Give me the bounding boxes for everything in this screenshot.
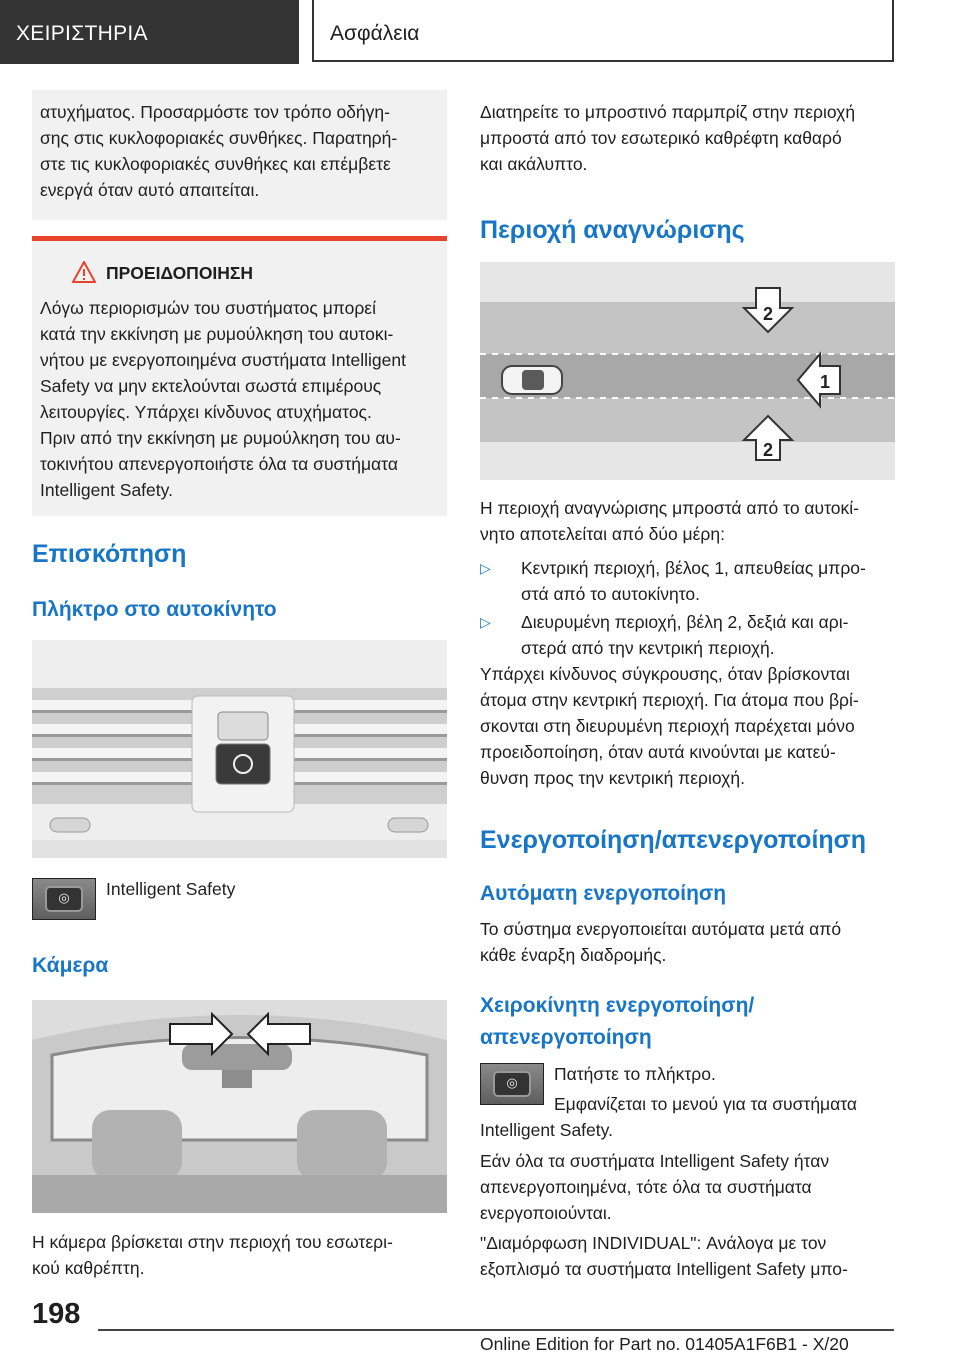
text-line: άτομα στην κεντρική περιοχή. Για άτομα που βρί‐ xyxy=(480,690,859,710)
list-item xyxy=(480,609,895,665)
footer-divider xyxy=(98,1329,894,1331)
camera-heading: Κάμερα xyxy=(32,954,109,977)
text-line: θυνση προς την κεντρική περιοχή. xyxy=(480,768,745,788)
text-line: νητο αποτελείται από δύο μέρη: xyxy=(480,524,725,544)
text-line: σης στις κυκλοφοριακές συνθήκες. Παρατηρή‐ xyxy=(40,128,398,148)
text-line: Υπάρχει κίνδυνος σύγκρουσης, όταν βρίσκονται xyxy=(480,664,850,684)
right-intro-text xyxy=(480,99,895,177)
auto-text xyxy=(480,916,895,968)
text-line: λειτουργίες. Υπάρχει κίνδυνος ατυχήματος. xyxy=(40,402,372,422)
section-title: Ασφάλεια xyxy=(330,22,420,45)
onoff-heading: Ενεργοποίηση/απενεργοποίηση xyxy=(480,826,867,854)
text-line: Η περιοχή αναγνώρισης μπροστά από το αυτοκί‐ xyxy=(480,498,859,518)
camera-location-photo xyxy=(32,1000,447,1213)
text-line: ενεργοποιούνται. xyxy=(480,1203,612,1223)
auto-heading: Αυτόματη ενεργοποίηση xyxy=(480,882,727,905)
text-line: στε τις κυκλοφοριακές συνθήκες και επέμβετε xyxy=(40,154,391,174)
warning-text xyxy=(40,295,445,503)
text-line: ατυχήματος. Προσαρμόστε τον τρόπο οδήγη‐ xyxy=(40,102,390,122)
individual-text xyxy=(480,1230,895,1282)
risk-text xyxy=(480,661,895,791)
text-line: Η κάμερα βρίσκεται στην περιοχή του εσωτερι‐ xyxy=(32,1232,393,1252)
section-tab xyxy=(312,0,894,62)
edition-note: Online Edition for Part no. 01405A1F6B1 - X/20 xyxy=(480,1334,849,1354)
page-number: 198 xyxy=(32,1298,81,1330)
text-line: Κεντρική περιοχή, βέλος 1, απευθείας μπρο‐ xyxy=(521,558,866,578)
text-line: εξοπλισμό τα συστήματα Intelligent Safety μπο‐ xyxy=(480,1259,848,1279)
menu-text-cont: Intelligent Safety. xyxy=(480,1120,613,1140)
button-location-photo xyxy=(32,640,447,858)
warning-triangle-icon xyxy=(72,261,96,285)
text-line: προειδοποίηση, όταν αυτά κινούνται με κατεύ‐ xyxy=(480,742,836,762)
text-line: ενεργά όταν αυτό απαιτείται. xyxy=(40,180,260,200)
bullet-triangle-icon: ▷ xyxy=(480,560,491,576)
text-line: Safety να μην εκτελούνται σωστά επιμέρους xyxy=(40,376,382,396)
text-line: και ακάλυπτο. xyxy=(480,154,588,174)
text-line: σκονται στη διευρυμένη περιοχή παρέχεται μόνο xyxy=(480,716,855,736)
menu-text: Εμφανίζεται το μενού για τα συστήματα xyxy=(554,1094,858,1114)
intro-text xyxy=(40,99,445,203)
list-item xyxy=(480,555,895,611)
button-heading: Πλήκτρο στο αυτοκίνητο xyxy=(32,598,277,621)
detection-heading: Περιοχή αναγνώρισης xyxy=(480,216,745,244)
heading-line: Χειροκίνητη ενεργοποίηση/ xyxy=(480,994,755,1017)
text-line: Το σύστημα ενεργοποιείται αυτόματα μετά από xyxy=(480,919,842,939)
text-line: απενεργοποιημένα, τότε όλα τα συστήματα xyxy=(480,1177,812,1197)
text-line: Εάν όλα τα συστήματα Intelligent Safety ήταν xyxy=(480,1151,830,1171)
text-line: κού καθρέπτη. xyxy=(32,1258,145,1278)
warning-title: ΠΡΟΕΙΔΟΠΟΙΗΣΗ xyxy=(106,263,254,283)
detection-text xyxy=(480,495,895,547)
text-line: Λόγω περιορισμών του συστήματος μπορεί xyxy=(40,298,376,318)
safety-button-icon: ◎ xyxy=(32,878,96,920)
arrow-label: 2 xyxy=(762,304,774,324)
detection-area-diagram xyxy=(480,262,895,480)
text-line: στά από το αυτοκίνητο. xyxy=(521,584,700,604)
text-line: στερά από την κεντρική περιοχή. xyxy=(521,638,775,658)
text-line: κατά την εκκίνηση με ρυμούλκηση του αυτοκι‐ xyxy=(40,324,394,344)
bullet-triangle-icon: ▷ xyxy=(480,614,491,630)
text-line: νήτου με ενεργοποιημένα συστήματα Intelligent xyxy=(40,350,406,370)
text-line: Διατηρείτε το μπροστινό παρμπρίζ στην περιοχή xyxy=(480,102,856,122)
text-line: Διευρυμένη περιοχή, βέλη 2, δεξιά και αρι‐ xyxy=(521,612,849,632)
text-line: Πριν από την εκκίνηση με ρυμούλκηση του αυ‐ xyxy=(40,428,401,448)
chapter-tab xyxy=(0,0,299,64)
heading-line: απενεργοποίηση xyxy=(480,1026,652,1049)
text-line: μπροστά από τον εσωτερικό καθρέφτη καθαρό xyxy=(480,128,842,148)
press-instruction: Πατήστε το πλήκτρο. xyxy=(554,1064,716,1084)
safety-button-icon: ◎ xyxy=(480,1063,544,1105)
text-line: τοκινήτου απενεργοποιήστε όλα τα συστήματα xyxy=(40,454,398,474)
camera-text xyxy=(32,1229,447,1281)
manual-heading xyxy=(480,990,754,1054)
arrow-label: 2 xyxy=(762,440,774,460)
text-line: κάθε έναρξη διαδρομής. xyxy=(480,945,667,965)
overview-heading: Επισκόπηση xyxy=(32,540,187,568)
chapter-title: ΧΕΙΡΙΣΤΗΡΙΑ xyxy=(16,22,148,45)
text-line: "Διαμόρφωση INDIVIDUAL": Ανάλογα με τον xyxy=(480,1233,827,1253)
button-caption: Intelligent Safety xyxy=(106,879,236,899)
arrow-label: 1 xyxy=(819,372,831,392)
all-off-text xyxy=(480,1148,895,1226)
text-line: Intelligent Safety. xyxy=(40,480,173,500)
